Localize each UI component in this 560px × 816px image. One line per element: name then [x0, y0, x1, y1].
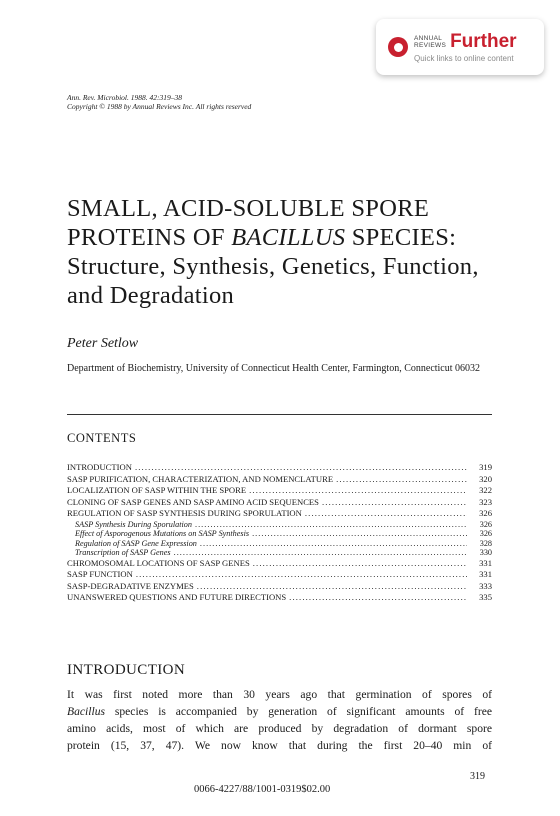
toc-item[interactable]: LOCALIZATION OF SASP WITHIN THE SPORE . . . 322 [67, 485, 492, 497]
toc-subitem[interactable]: SASP Synthesis During Sporulation . . . 326 [67, 520, 492, 530]
toc-item[interactable]: UNANSWERED QUESTIONS AND FUTURE DIRECTIONS . . . 335 [67, 592, 492, 604]
banner-subtitle: Quick links to online content [414, 54, 514, 63]
toc-subitem[interactable]: Regulation of SASP Gene Expression . . . 328 [67, 539, 492, 549]
banner-further-label: Further [450, 31, 517, 52]
table-of-contents [67, 462, 492, 604]
journal-citation: Ann. Rev. Microbiol. 1988. 42:319–38 Copyright © 1988 by Annual Reviews Inc. All rights reserved [67, 93, 252, 111]
toc-item[interactable]: CHROMOSOMAL LOCATIONS OF SASP GENES . . . 331 [67, 558, 492, 570]
introduction-paragraph: It was first noted more than 30 years ago that germination of spores of Bacillus species is accompanied by generation of significant amounts of free amino acids, most of which are produced by degradation of dormant spore protein (15, 37, 47). We now know that during the first 20–40 min of [67, 688, 492, 752]
toc-item[interactable]: REGULATION OF SASP SYNTHESIS DURING SPORULATION . . . 326 [67, 508, 492, 520]
contents-heading: CONTENTS [67, 431, 137, 445]
author-affiliation: Department of Biochemistry, University of Connecticut Health Center, Farmington, Connecticut 06032 [67, 363, 481, 374]
toc-subitem[interactable]: Transcription of SASP Genes . . . 330 [67, 548, 492, 558]
toc-item[interactable]: SASP PURIFICATION, CHARACTERIZATION, AND NOMENCLATURE . . . 320 [67, 474, 492, 486]
document-code: 0066-4227/88/1001-0319$02.00 [194, 784, 331, 795]
toc-subitem[interactable]: Effect of Asporogenous Mutations on SASP Synthesis . . . 326 [67, 529, 492, 539]
divider [67, 414, 492, 415]
toc-item[interactable]: CLONING OF SASP GENES AND SASP AMINO ACID SEQUENCES . . . 323 [67, 497, 492, 509]
annual-reviews-logo-icon [388, 37, 408, 57]
banner-publisher: ANNUAL REVIEWS [414, 35, 447, 49]
toc-item[interactable]: INTRODUCTION . . . 319 [67, 462, 492, 474]
toc-item[interactable]: SASP FUNCTION . . . 331 [67, 569, 492, 581]
author-name: Peter Setlow [67, 336, 139, 351]
article-title: SMALL, ACID-SOLUBLE SPORE PROTEINS OF BACILLUS SPECIES: Structure, Synthesis, Genetics, Function, and Degradation [67, 195, 479, 309]
further-links-banner[interactable] [376, 19, 544, 75]
page-number: 319 [470, 771, 485, 782]
toc-item[interactable]: SASP-DEGRADATIVE ENZYMES . . . 333 [67, 581, 492, 593]
introduction-heading: INTRODUCTION [67, 662, 186, 678]
